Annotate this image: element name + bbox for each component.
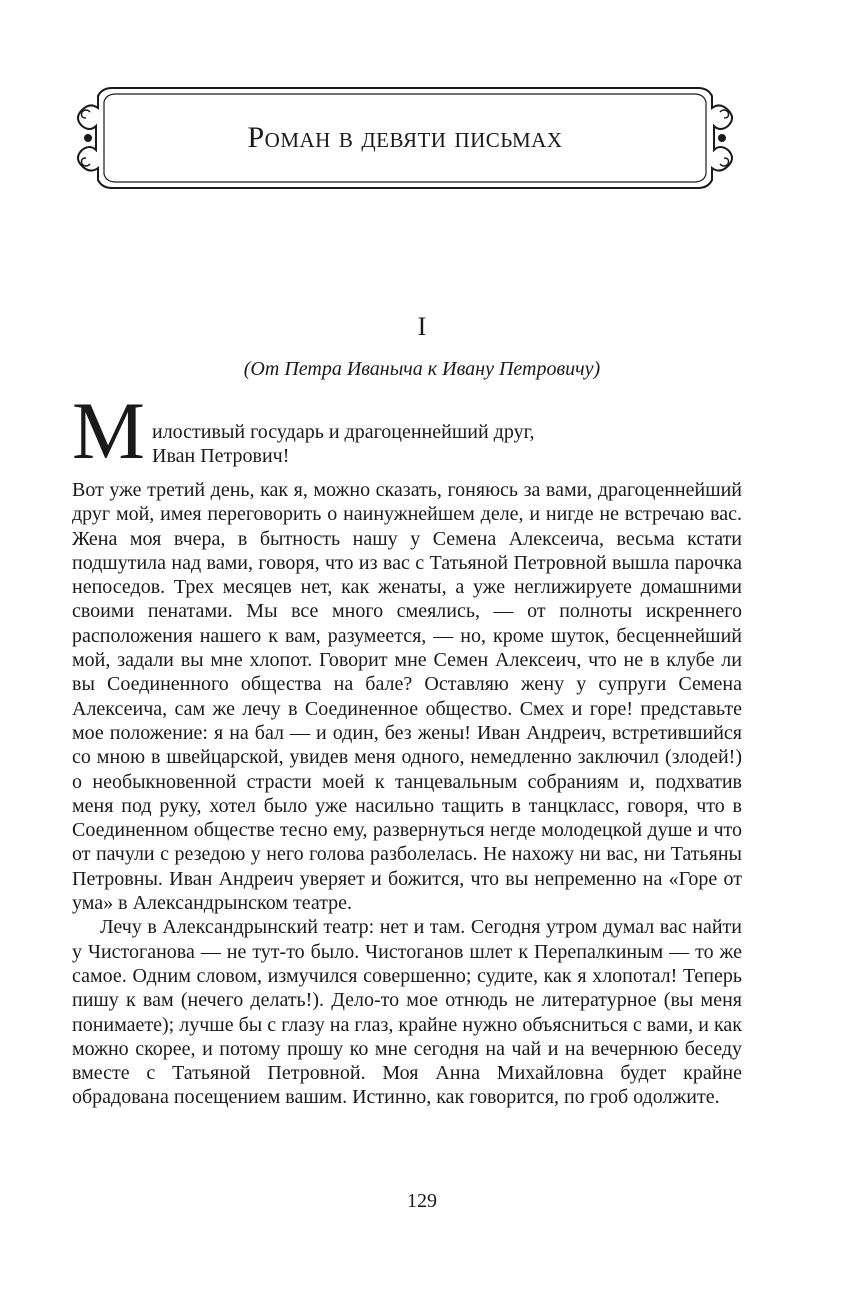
drop-cap: М [72, 385, 145, 476]
salutation-line-2: Иван Петрович! [152, 445, 290, 467]
letter-body [72, 478, 742, 1110]
paragraph-2: Лечу в Александрынский театр: нет и там. Сегодня утром думал вас найти у Чистоганова — не тут-то было. Чистоганов шлет к Перепалкиным — то же самое. Одним словом, измучился совершенно; судите, как я хлопотал! Теперь пишу к вам (нечего делать!). Дело-то мое отнюдь не литературное (вы меня понимаете); лучше бы с глазу на глаз, крайне нужно объясниться с вами, и как можно скорее, и потому прошу ко мне сегодня на чай и на вечернюю беседу вместе с Татьяной Петровной. Моя Анна Михайловна будет крайне обрадована посещением вашим. Истинно, как говорится, по гроб одолжите. [72, 916, 742, 1109]
title-ornamental-frame [72, 82, 738, 194]
chapter-subtitle: (От Петра Иваныча к Ивану Петровичу) [243, 358, 601, 380]
page-number: 129 [407, 1190, 437, 1212]
salutation-line-1: илостивый государь и драгоценнейший друг, [152, 421, 535, 443]
page-title: Роман в девяти письмах [247, 121, 563, 154]
chapter-number: I [417, 312, 427, 341]
salutation [72, 385, 742, 476]
paragraph-1: Вот уже третий день, как я, можно сказать, гоняюсь за вами, драгоценнейший друг мой, имея переговорить о наинужнейшем деле, и нигде не встречаю вас. Жена моя вчера, в бытность нашу у Семена Алексеича, весьма кстати подшутила над вами, говоря, что из вас с Татьяной Петровной вышла парочка непоседов. Трех месяцев нет, как женаты, а уже неглижируете домашними своими пенатами. Мы все много смеялись, — от полноты искреннего расположения нашего к вам, разумеется, — но, кроме шуток, бесценнейший мой, задали вы мне хлопот. Говорит мне Семен Алексеич, что не в клубе ли вы Соединенного общества на бале? Оставляю жену у супруги Семена Алексеича, сам же лечу в Соединенное общество. Смех и горе! представьте мое положение: я на бал — и один, без жены! Иван Андреич, встретившийся со мною в швейцарской, увидев меня одного, немедленно заключил (злодей!) о необыкновенной страсти моей к танцевальным собраниям и, подхватив меня под руку, хотел было уже насильно тащить в танцкласс, говоря, что в Соединенном обществе тесно ему, развернуться негде молодецкой душе и что от пачули с резедою у него голова разболелась. Не нахожу ни вас, ни Татьяны Петровны. Иван Андреич уверяет и божится, что вы непременно на «Горе от ума» в Александрынском театре. [72, 479, 742, 915]
